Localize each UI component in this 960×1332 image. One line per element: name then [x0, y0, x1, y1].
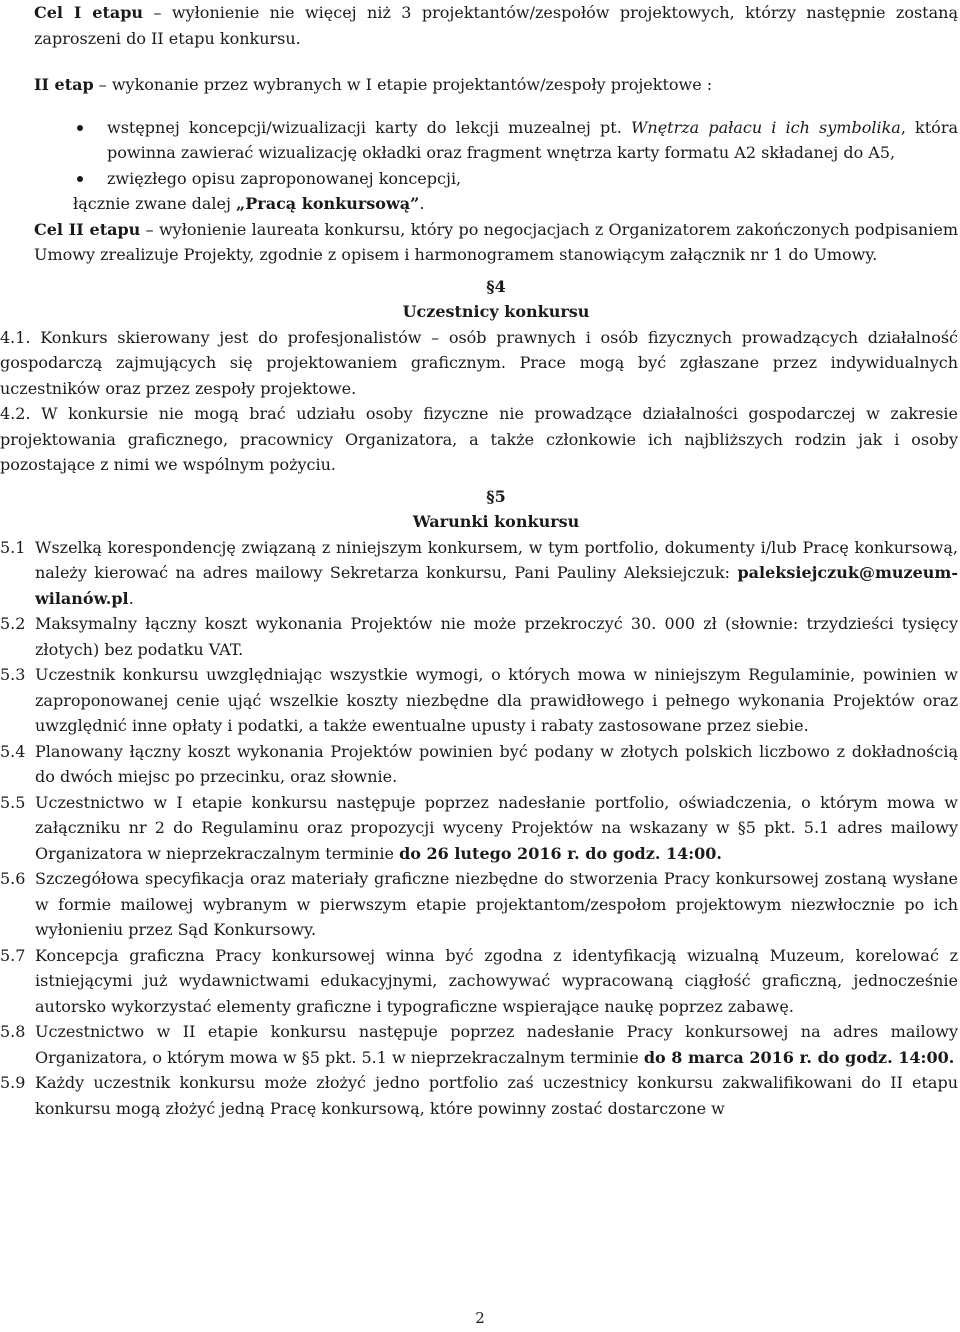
item-text: Wszelką korespondencję związaną z niniejszym konkursem, w tym portfolio, dokumenty i/lub Pracę konkursową, należy kierować na adres mailowy Sekretarza konkursu, Pani Pauliny Aleksiejczuk: — [35, 537, 958, 582]
section5-item — [0, 790, 958, 867]
section4-title: Uczestnicy konkursu — [402, 302, 590, 321]
section5-list — [0, 535, 958, 1122]
item-number: 5.9 — [0, 1073, 26, 1092]
section5-title: Warunki konkursu — [412, 512, 580, 531]
together-paragraph — [0, 191, 958, 217]
together-bold: „Pracą konkursową” — [236, 194, 420, 213]
section5-item — [0, 1070, 958, 1121]
item-text: Uczestnik konkursu uwzględniając wszystkie wymogi, o których mowa w niniejszym Regulaminie, powinien w zaproponowanej cenie ująć wszelkie koszty niezbędne dla prawidłowego i pełnego wykonania Projektów oraz uwzględnić inne opłaty i podatki, a także ewentualne upusty i rabaty zastosowane przez siebie. — [35, 665, 958, 735]
stage2-goal-paragraph — [34, 217, 958, 268]
item-text: Maksymalny łączny koszt wykonania Projektów nie może przekroczyć 30. 000 zł (słownie: trzydzieści tysięcy złotych) bez podatku VAT. — [35, 614, 958, 659]
section4-item-2 — [0, 401, 958, 478]
stage2-text: – wykonanie przez wybranych w I etapie projektantów/zespoły projektowe : — [93, 75, 713, 94]
stage2-label: II etap — [34, 75, 94, 94]
together-text: łącznie zwane dalej — [73, 194, 237, 213]
stage2-goal-text: – wyłonienie laureata konkursu, który po negocjacjach z Organizatorem zakończonych podpisaniem Umowy zrealizuje Projekty, zgodnie z opisem i harmonogramem stanowiącym załącznik nr 1 do Umowy. — [34, 219, 959, 264]
item-text: Koncepcja graficzna Pracy konkursowej winna być zgodna z identyfikacją wizualną Muzeum, korelować z istniejącymi już wydawnictwami edukacyjnymi, zachowywać wypracowaną ciągłość graficzną, jednocześnie autorsko wykorzystać elementy graficzne i typograficzne wspierające naukę poprzez zabawę. — [35, 945, 958, 1016]
stage2-goal-label: Cel II etapu — [34, 219, 141, 239]
list-item — [0, 115, 958, 166]
item-text: Planowany łączny koszt wykonania Projektów powinien być podany w złotych polskich liczbowo z dokładnością do dwóch miejsc po przecinku, oraz słownie. — [35, 741, 958, 786]
item-number: 5.4 — [0, 741, 26, 761]
item-bold: do 8 marca 2016 r. do godz. 14:00. — [643, 1047, 955, 1067]
item-number: 5.6 — [0, 869, 26, 888]
bullet-icon — [77, 125, 83, 131]
item-text: W konkursie nie mogą brać udziału osoby fizyczne nie prowadzące działalności gospodarczej w zakresie projektowania graficznego, pracownicy Organizatora, a także członkowie ich najbliższych rodzin jak i osoby pozostające z nimi we wspólnym pożyciu. — [0, 404, 958, 474]
stage2-bullet-list — [0, 115, 958, 192]
item-text: Szczegółowa specyfikacja oraz materiały graficzne niezbędne do stworzenia Pracy konkursowej zostaną wysłane w formie mailowej wybranym w pierwszym etapie projektantom/zespołom projektowym niezwłocznie po ich wyłonieniu przez Sąd Konkursowy. — [35, 869, 958, 939]
page-number: 2 — [475, 1309, 485, 1327]
section5-item — [0, 1019, 958, 1070]
item-number: 5.1 — [0, 537, 26, 557]
item-text: Uczestnictwo w I etapie konkursu następuje poprzez nadesłanie portfolio, oświadczenia, o którym mowa w załączniku nr 2 do Regulaminu oraz propozycji wyceny Projektów na wskazany w §5 pkt. 5.1 adres mailowy Organizatora w nieprzekraczalnym terminie — [35, 792, 958, 863]
item-number: 4.1. — [0, 327, 31, 347]
stage1-paragraph — [34, 0, 958, 51]
item-number: 5.2 — [0, 614, 26, 633]
bullet1-italic-title: Wnętrza pałacu i ich symbolika — [630, 117, 901, 137]
item-text: Uczestnictwo w II etapie konkursu następuje poprzez nadesłanie Pracy konkursowej na adres mailowy Organizatora, o którym mowa w §5 pkt. 5.1 w nieprzekraczalnym terminie — [35, 1022, 958, 1067]
item-number: 5.3 — [0, 665, 26, 684]
list-item — [0, 166, 958, 192]
section5-item — [0, 535, 958, 612]
bullet-icon — [77, 176, 83, 182]
item-bold: paleksiejczuk@muzeum-wilanów.pl — [35, 563, 958, 608]
section4-item-1 — [0, 325, 958, 402]
item-number: 4.2. — [0, 404, 31, 423]
together-end: . — [419, 194, 425, 213]
item-text-end: . — [128, 588, 134, 608]
item-number: 5.5 — [0, 792, 26, 812]
item-text: Każdy uczestnik konkursu może złożyć jedno portfolio zaś uczestnicy konkursu zakwalifikowani do II etapu konkursu mogą złożyć jedną Pracę konkursową, które powinny zostać dostarczone w — [35, 1073, 958, 1118]
section5-item — [0, 611, 958, 662]
bullet1-text: wstępnej koncepcji/wizualizacji karty do lekcji muzealnej pt. — [107, 117, 631, 137]
item-number: 5.8 — [0, 1022, 26, 1041]
item-number: 5.7 — [0, 945, 26, 965]
bullet1-text-rest: , która powinna zawierać wizualizację okładki oraz fragment wnętrza karty formatu A2 składanej do A5, — [107, 117, 959, 162]
section4-number: §4 — [486, 276, 506, 296]
section5-number: §5 — [486, 486, 506, 506]
bullet2-text: zwięzłego opisu zaproponowanej koncepcji, — [107, 168, 462, 188]
section5-item — [0, 866, 958, 943]
item-bold: do 26 lutego 2016 r. do godz. 14:00. — [399, 843, 722, 863]
stage2-paragraph — [34, 72, 958, 98]
item-text: Konkurs skierowany jest do profesjonalistów – osób prawnych i osób fizycznych prowadzących działalność gospodarczą zajmujących się projektowaniem graficznym. Prace mogą być zgłaszane przez indywidualnych uczestników oraz przez zespoły projektowe. — [0, 327, 958, 398]
stage1-label: Cel I etapu — [34, 3, 144, 22]
stage1-text: – wyłonienie nie więcej niż 3 projektantów/zespołów projektowych, którzy następnie zostaną zaproszeni do II etapu konkursu. — [34, 3, 958, 48]
section5-item — [0, 739, 958, 790]
section5-item — [0, 943, 958, 1020]
section5-item — [0, 662, 958, 739]
